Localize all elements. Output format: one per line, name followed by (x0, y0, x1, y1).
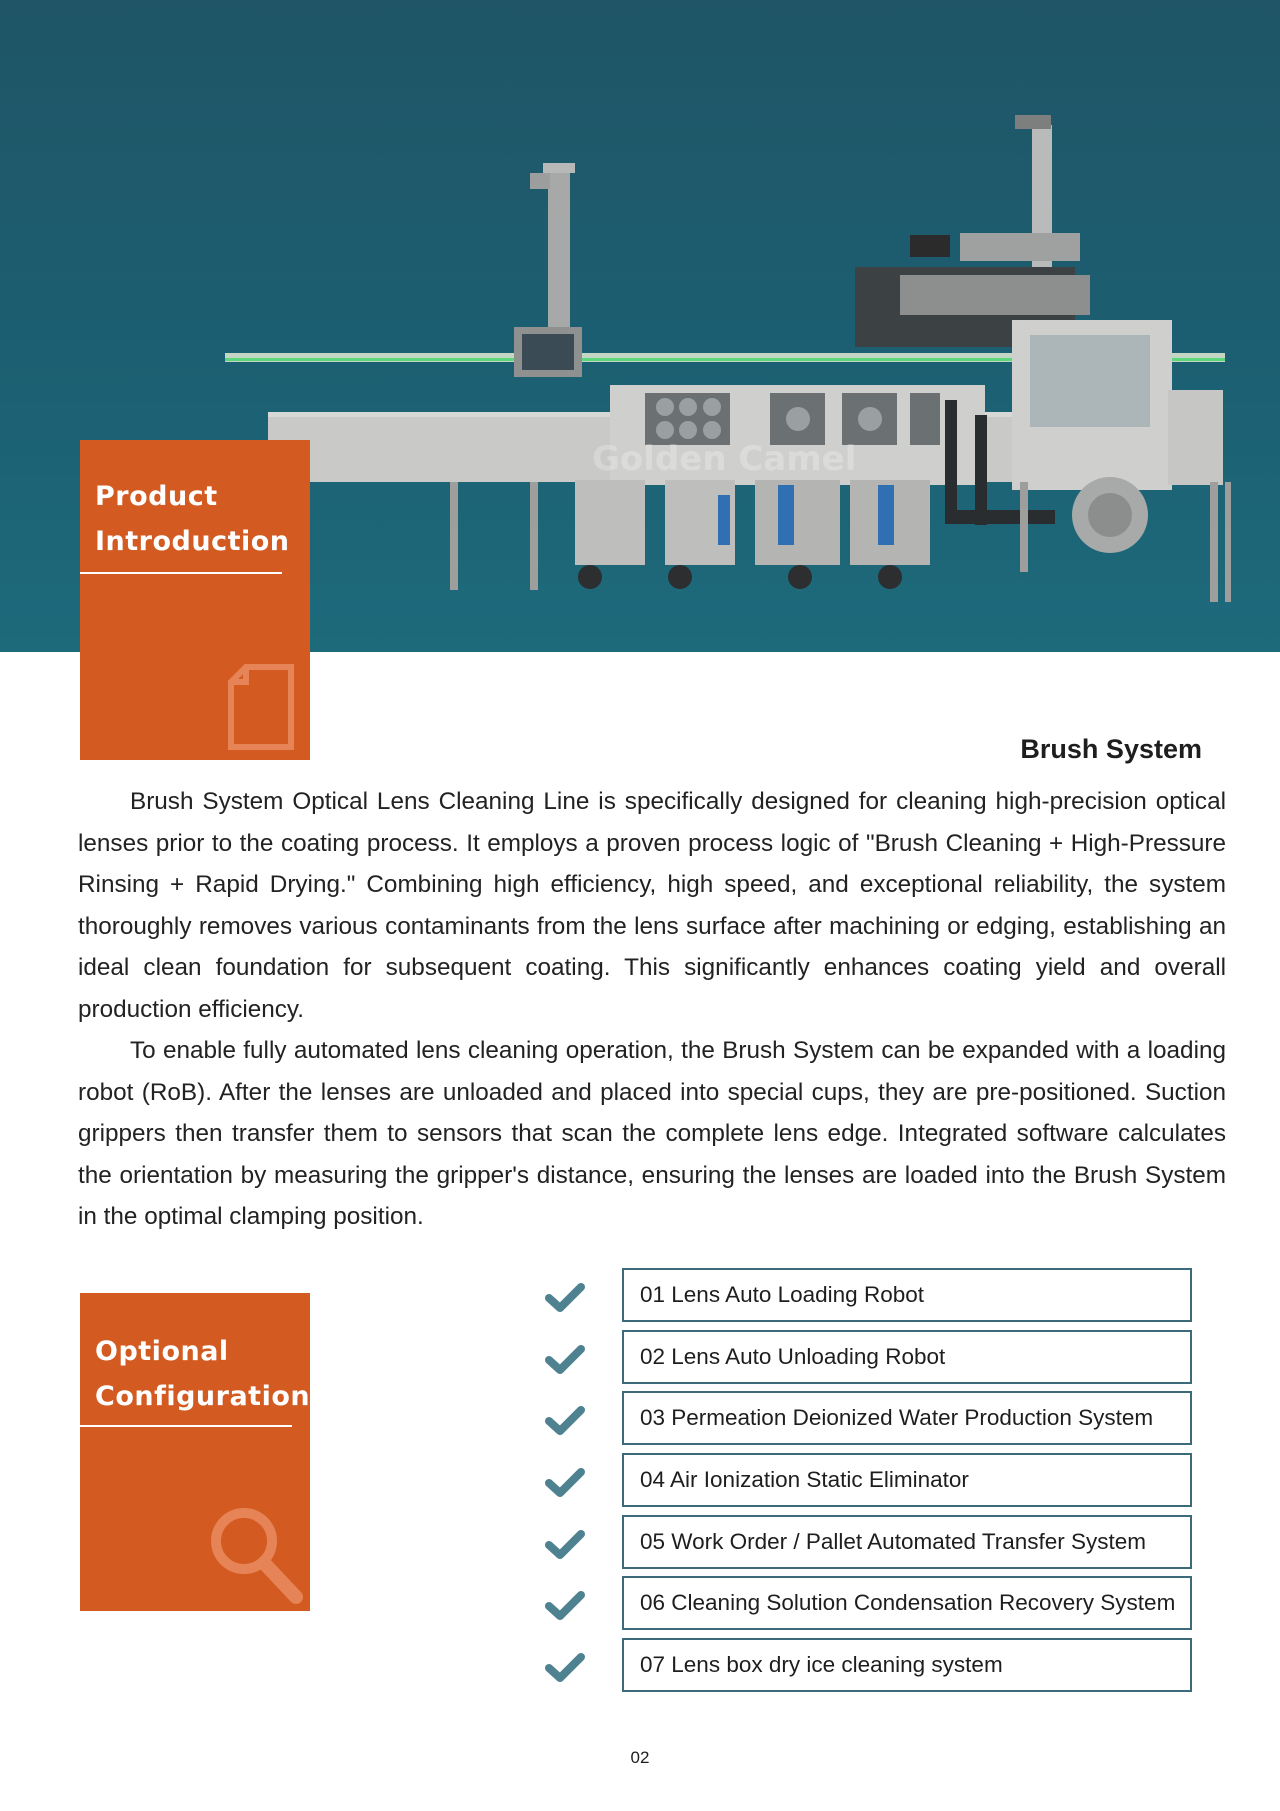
options-list (545, 1268, 1195, 1700)
check-icon (545, 1591, 585, 1621)
option-item (545, 1453, 1195, 1515)
option-label: 04 Air Ionization Static Eliminator (622, 1453, 1192, 1507)
option-label: 06 Cleaning Solution Condensation Recovery System (622, 1576, 1192, 1630)
watermark-text: Golden Camel (592, 439, 857, 479)
title-underline (80, 572, 282, 574)
exhaust-stack (548, 170, 570, 345)
option-label: 05 Work Order / Pallet Automated Transfer System (622, 1515, 1192, 1569)
search-icon (206, 1503, 306, 1607)
option-item (545, 1638, 1195, 1700)
option-item (545, 1515, 1195, 1577)
body-paragraph-1: Brush System Optical Lens Cleaning Line is specifically designed for cleaning high-precision optical lenses prior to the coating process. It employs a proven process logic of "Brush Cleaning + High-Pressure Rinsing + Rapid Drying." Combining high efficiency, high speed, and exceptional reliability, the system thoroughly removes various contaminants from the lens surface after machining or edging, establishing an ideal clean foundation for subsequent coating. This significantly enhances coating yield and overall production efficiency. (78, 788, 1226, 1023)
optional-configuration-title: Optional Configuration (95, 1336, 311, 1412)
option-item (545, 1330, 1195, 1392)
title-underline (80, 1425, 292, 1427)
product-introduction-box (80, 440, 310, 760)
check-icon (545, 1653, 585, 1683)
water-filter (778, 485, 794, 545)
option-label: 03 Permeation Deionized Water Production System (622, 1391, 1192, 1445)
document-icon (226, 662, 296, 752)
section-heading: Brush System (1020, 734, 1202, 764)
option-label: 01 Lens Auto Loading Robot (622, 1268, 1192, 1322)
product-introduction-title: Product Introduction (95, 481, 290, 557)
optional-configuration-box (80, 1293, 310, 1611)
check-icon (545, 1530, 585, 1560)
body-text (78, 781, 1226, 1238)
body-paragraph-2: To enable fully automated lens cleaning operation, the Brush System can be expanded with a loading robot (RoB). After the lenses are unloaded and placed into special cups, they are pre-positioned. Suction grippers then transfer them to sensors that scan the complete lens edge. Integrated software calculates the orientation by measuring the gripper's distance, ensuring the lenses are loaded into the Brush System in the optimal clamping position. (78, 1037, 1226, 1230)
check-icon (545, 1468, 585, 1498)
option-item (545, 1268, 1195, 1330)
option-label: 02 Lens Auto Unloading Robot (622, 1330, 1192, 1384)
option-item (545, 1391, 1195, 1453)
page-number: 02 (630, 1748, 650, 1767)
control-screen (522, 334, 574, 370)
check-icon (545, 1345, 585, 1375)
option-item (545, 1576, 1195, 1638)
check-icon (545, 1283, 585, 1313)
check-icon (545, 1406, 585, 1436)
cleaning-line-machine-image (210, 115, 1240, 615)
option-label: 07 Lens box dry ice cleaning system (622, 1638, 1192, 1692)
